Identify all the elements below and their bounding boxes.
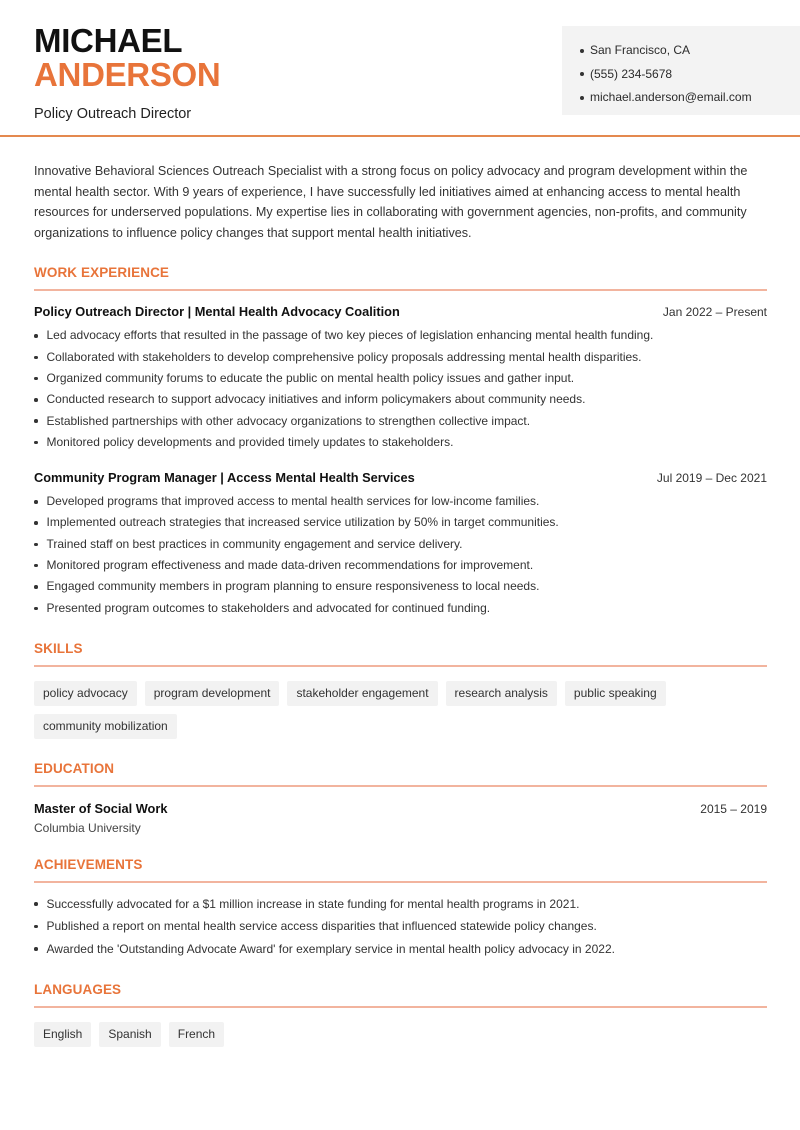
bullet-icon [34, 564, 38, 568]
bullet-icon [34, 419, 38, 423]
bullet-text: Collaborated with stakeholders to develop comprehensive policy proposals addressing mental health disparities. [46, 349, 642, 364]
skills-tags [34, 681, 767, 739]
section-title-education: EDUCATION [34, 761, 767, 787]
achievements-list [34, 893, 767, 961]
section-title-achievements: ACHIEVEMENTS [34, 857, 767, 883]
job-bullets [34, 325, 767, 453]
job-header [34, 304, 767, 319]
job-dates: Jan 2022 – Present [662, 305, 767, 320]
resume-body [0, 161, 800, 1047]
skill-tag: policy advocacy [34, 681, 137, 706]
list-item [34, 512, 767, 533]
school: Columbia University [34, 820, 141, 835]
job-dates: Jul 2019 – Dec 2021 [656, 471, 767, 486]
contact-location [580, 39, 800, 63]
bullet-text: Monitored policy developments and provided timely updates to stakeholders. [46, 434, 454, 449]
bullet-text: Developed programs that improved access to mental health services for low-income families. [46, 494, 540, 509]
bullet-text: Trained staff on best practices in community engagement and service delivery. [46, 536, 463, 551]
bullet-text: Established partnerships with other advocacy organizations to strengthen collective impact. [46, 413, 531, 428]
bullet-icon [34, 334, 38, 338]
job-entry [34, 304, 767, 453]
list-item [34, 368, 767, 389]
skill-tag: research analysis [446, 681, 557, 706]
bullet-icon [34, 585, 38, 589]
list-item [34, 411, 767, 432]
bullet-text: Successfully advocated for a $1 million increase in state funding for mental health programs in 2021. [46, 896, 580, 911]
bullet-text: Led advocacy efforts that resulted in the passage of two key pieces of legislation enhancing mental health funding. [46, 328, 654, 343]
job-role: Policy Outreach Director | Mental Health Advocacy Coalition [34, 304, 400, 320]
bullet-text: Presented program outcomes to stakeholders and advocated for continued funding. [46, 600, 491, 615]
bullet-icon [580, 49, 584, 53]
list-item [34, 325, 767, 346]
section-title-work-experience: WORK EXPERIENCE [34, 265, 767, 291]
bullet-icon [34, 925, 38, 929]
first-name: MICHAEL [34, 22, 183, 59]
language-tag: Spanish [99, 1022, 160, 1047]
list-item [34, 491, 767, 512]
language-tag: French [169, 1022, 224, 1047]
bullet-icon [580, 96, 584, 100]
name-block [34, 24, 220, 122]
list-item [34, 915, 767, 938]
list-item [34, 389, 767, 410]
degree: Master of Social Work [34, 800, 168, 816]
job-header [34, 470, 767, 485]
list-item [34, 347, 767, 368]
skill-tag: community mobilization [34, 714, 177, 739]
last-name: ANDERSON [34, 56, 221, 93]
job-role: Community Program Manager | Access Mental Health Services [34, 470, 415, 486]
job-title: Policy Outreach Director [34, 106, 192, 122]
job-entry [34, 470, 767, 619]
skill-tag: program development [145, 681, 280, 706]
language-tags [34, 1022, 767, 1047]
section-title-skills: SKILLS [34, 641, 767, 667]
job-bullets [34, 491, 767, 619]
contact-phone-text: (555) 234-5678 [590, 66, 673, 81]
section-title-languages: LANGUAGES [34, 982, 767, 1008]
bullet-text: Engaged community members in program planning to ensure responsiveness to local needs. [46, 579, 540, 594]
bullet-icon [34, 377, 38, 381]
bullet-text: Awarded the 'Outstanding Advocate Award' for exemplary service in mental health policy advocacy in 2022. [46, 941, 615, 956]
contact-email [580, 86, 800, 110]
skill-tag: stakeholder engagement [287, 681, 437, 706]
education-entry [34, 801, 767, 835]
list-item [34, 576, 767, 597]
bullet-text: Monitored program effectiveness and made data-driven recommendations for improvement. [46, 558, 534, 573]
bullet-text: Published a report on mental health service access disparities that influenced statewide policy changes. [46, 919, 597, 934]
contact-box [562, 26, 800, 115]
list-item [34, 555, 767, 576]
list-item [34, 534, 767, 555]
bullet-icon [580, 72, 584, 76]
bullet-icon [34, 500, 38, 504]
list-item [34, 938, 767, 961]
list-item [34, 893, 767, 916]
bullet-text: Organized community forums to educate the public on mental health policy issues and gather input. [46, 370, 575, 385]
contact-phone [580, 63, 800, 87]
language-tag: English [34, 1022, 91, 1047]
education-header [34, 801, 767, 816]
bullet-icon [34, 441, 38, 445]
resume-header [0, 0, 800, 137]
bullet-icon [34, 398, 38, 402]
bullet-icon [34, 902, 38, 906]
bullet-icon [34, 947, 38, 951]
bullet-icon [34, 521, 38, 525]
bullet-icon [34, 543, 38, 547]
bullet-text: Implemented outreach strategies that increased service utilization by 50% in target communities. [46, 515, 559, 530]
bullet-text: Conducted research to support advocacy initiatives and inform policymakers about community needs. [46, 392, 586, 407]
skill-tag: public speaking [565, 681, 666, 706]
contact-location-text: San Francisco, CA [590, 43, 691, 57]
education-dates: 2015 – 2019 [700, 801, 767, 816]
summary: Innovative Behavioral Sciences Outreach Specialist with a strong focus on policy advocacy and program development within the mental health sector. With 9 years of experience, I have successfully led initiatives aimed at enhancing access to mental health resources for underserved populations. My expertise lies in collaborating with government agencies, non-profits, and community organizations to influence policy changes that support mental health initiatives. [34, 164, 748, 240]
bullet-icon [34, 607, 38, 611]
list-item [34, 598, 767, 619]
bullet-icon [34, 356, 38, 360]
contact-email-text: michael.anderson@email.com [590, 90, 752, 104]
list-item [34, 432, 767, 453]
